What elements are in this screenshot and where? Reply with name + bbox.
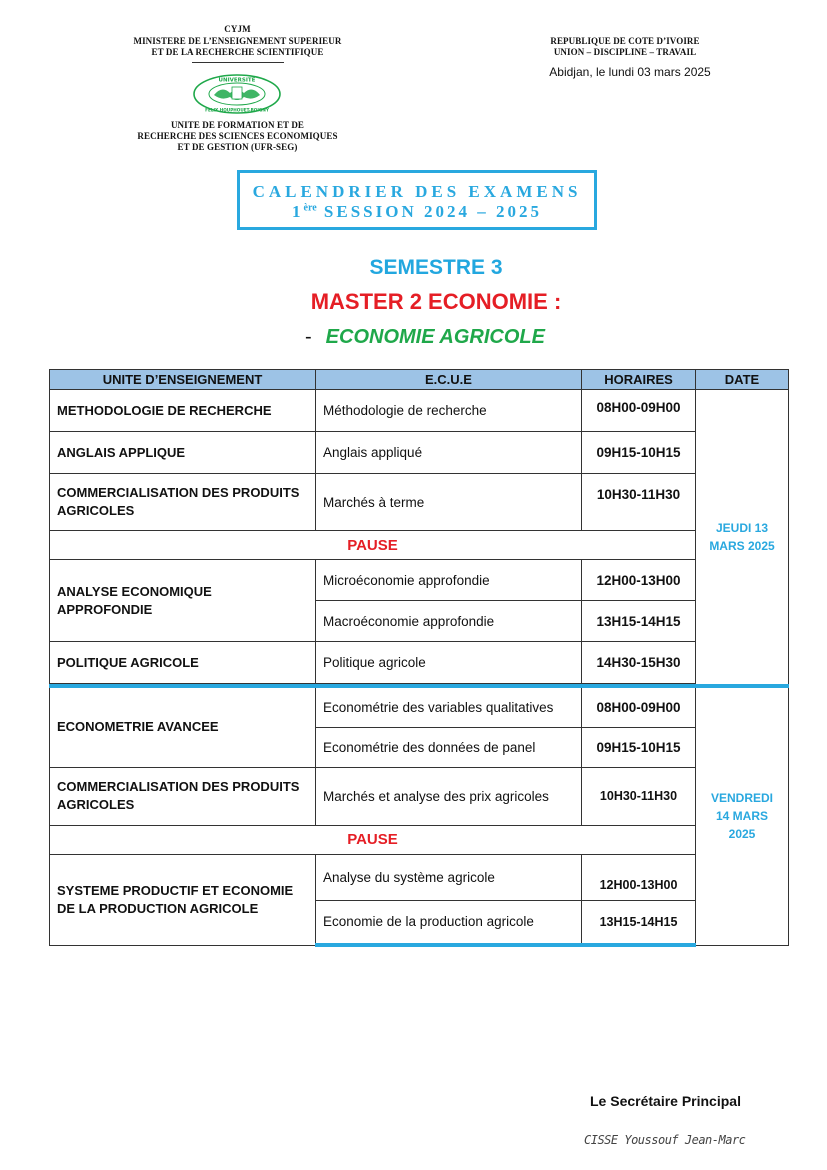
ecue-cell: Analyse du système agricole	[316, 854, 582, 900]
ecue-cell: Econométrie des données de panel	[316, 727, 582, 767]
time-cell: 13H15-14H15	[582, 601, 696, 642]
track-heading	[305, 326, 545, 349]
ue-cell: COMMERCIALISATION DES PRODUITS AGRICOLES	[50, 767, 316, 825]
ecue-cell: Méthodologie de recherche	[316, 390, 582, 432]
ecue-cell: Microéconomie approfondie	[316, 560, 582, 601]
ue-cell: METHODOLOGIE DE RECHERCHE	[50, 390, 316, 432]
ue-cell: SYSTEME PRODUCTIF ET ECONOMIE DE LA PRODUCTION AGRICOLE	[50, 854, 316, 945]
signatory-name: CISSE Youssouf Jean-Marc	[584, 1133, 746, 1147]
time-cell: 12H00-13H00	[582, 854, 696, 900]
table-row	[50, 642, 789, 684]
semester-heading: SEMESTRE 3	[369, 256, 503, 279]
program-heading: MASTER 2 ECONOMIE :	[310, 289, 562, 314]
time-cell: 08H00-09H00	[582, 390, 696, 432]
ufr-line2: RECHERCHE DES SCIENCES ECONOMIQUES	[137, 131, 338, 141]
ue-cell: ANALYSE ECONOMIQUE APPROFONDIE	[50, 560, 316, 642]
ecue-cell: Politique agricole	[316, 642, 582, 684]
ecue-cell: Marchés et analyse des prix agricoles	[316, 767, 582, 825]
time-cell: 10H30-11H30	[582, 474, 696, 531]
table-row	[50, 686, 789, 727]
pause-row	[50, 825, 789, 854]
country-name: REPUBLIQUE DE COTE D’IVOIRE	[550, 36, 700, 46]
time-cell: 14H30-15H30	[582, 642, 696, 684]
ue-cell: ECONOMETRIE AVANCEE	[50, 686, 316, 767]
time-cell: 10H30-11H30	[582, 767, 696, 825]
session-number: 1	[292, 202, 304, 221]
ue-cell: ANGLAIS APPLIQUE	[50, 432, 316, 474]
session-text: SESSION 2024 – 2025	[323, 202, 542, 221]
col-header-ue: UNITE D’ENSEIGNEMENT	[50, 370, 316, 390]
time-cell: 12H00-13H00	[582, 560, 696, 601]
header-code: CYJM	[224, 24, 251, 34]
time-cell: 13H15-14H15	[582, 900, 696, 945]
date-cell-day1: JEUDI 13 MARS 2025	[696, 390, 789, 687]
title-box	[237, 170, 597, 230]
ue-cell: COMMERCIALISATION DES PRODUITS AGRICOLES	[50, 474, 316, 531]
ufr-line3: ET DE GESTION (UFR-SEG)	[177, 142, 298, 152]
pause-label: PAUSE	[50, 825, 696, 854]
ue-cell: POLITIQUE AGRICOLE	[50, 642, 316, 684]
time-cell: 08H00-09H00	[582, 686, 696, 727]
title-line1: CALENDRIER DES EXAMENS	[252, 182, 582, 201]
pause-label: PAUSE	[50, 531, 696, 560]
col-header-time: HORAIRES	[582, 370, 696, 390]
signatory-role: Le Secrétaire Principal	[590, 1093, 741, 1109]
date-cell-day2: VENDREDI 14 MARS 2025	[696, 686, 789, 945]
table-row	[50, 560, 789, 601]
ecue-cell: Economie de la production agricole	[316, 900, 582, 945]
track-name: ECONOMIE AGRICOLE	[325, 326, 545, 348]
exam-schedule-table	[49, 369, 789, 947]
ecue-cell: Anglais appliqué	[316, 432, 582, 474]
country-motto: UNION – DISCIPLINE – TRAVAIL	[553, 47, 697, 57]
place-date: Abidjan, le lundi 03 mars 2025	[549, 65, 711, 79]
table-row	[50, 474, 789, 531]
header-divider	[192, 62, 284, 63]
table-row	[50, 432, 789, 474]
ufr-line1: UNITE DE FORMATION ET DE	[170, 120, 305, 130]
pause-row	[50, 531, 789, 560]
ministry-line2: ET DE LA RECHERCHE SCIENTIFIQUE	[151, 47, 324, 57]
table-header-row	[50, 370, 789, 390]
time-cell: 09H15-10H15	[582, 727, 696, 767]
title-line2	[240, 202, 594, 222]
ecue-cell: Macroéconomie approfondie	[316, 601, 582, 642]
logo-text-top: UNIVERSITE	[218, 77, 256, 84]
table-row	[50, 854, 789, 900]
table-row	[50, 390, 789, 432]
col-header-ecue: E.C.U.E	[316, 370, 582, 390]
table-row	[50, 767, 789, 825]
session-superscript: ère	[303, 202, 317, 214]
col-header-date: DATE	[696, 370, 789, 390]
track-dash: -	[305, 326, 312, 348]
university-logo-icon	[192, 73, 282, 115]
time-cell: 09H15-10H15	[582, 432, 696, 474]
logo-text-bottom: FELIX HOUPHOUET-BOIGNY	[205, 107, 269, 113]
ecue-cell: Econométrie des variables qualitatives	[316, 686, 582, 727]
ministry-line1: MINISTERE DE L’ENSEIGNEMENT SUPERIEUR	[133, 36, 342, 46]
ecue-cell: Marchés à terme	[316, 474, 582, 531]
